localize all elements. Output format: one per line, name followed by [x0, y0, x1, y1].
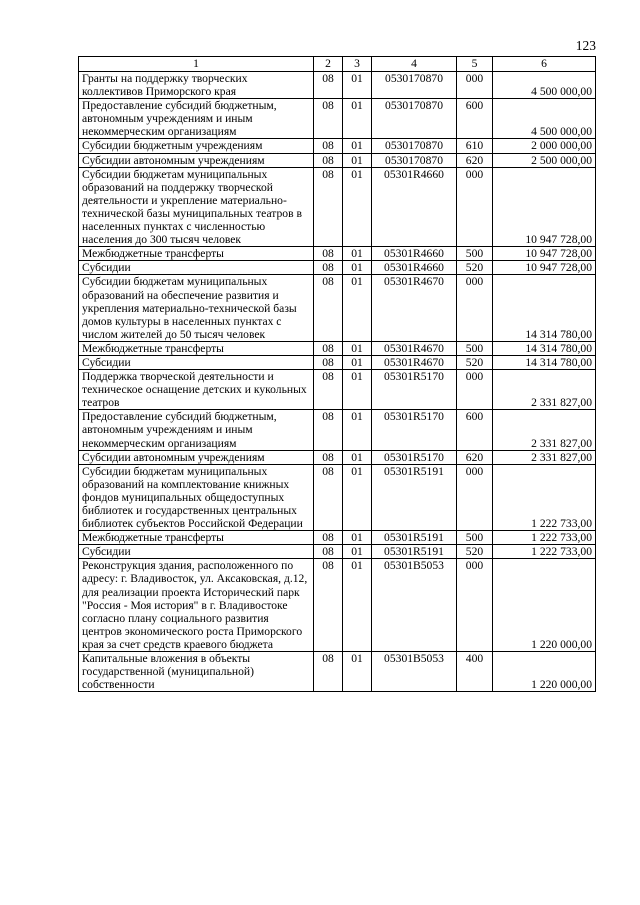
- row-expense-type-cell: 000: [457, 559, 493, 652]
- header-cell-expense-type: 5: [457, 57, 493, 72]
- row-name-cell: Предоставление субсидий бюджетным, автономным учреждениям и иным некоммерческим организациям: [79, 410, 314, 450]
- row-target-cell: 05301R5170: [372, 370, 457, 410]
- row-expense-type-cell: 500: [457, 531, 493, 545]
- table-row: [79, 167, 596, 247]
- table-row: [79, 153, 596, 167]
- row-section-cell: 08: [314, 139, 343, 153]
- row-section-cell: 08: [314, 370, 343, 410]
- row-target-cell: 05301R4660: [372, 247, 457, 261]
- row-amount-cell: [493, 139, 596, 153]
- row-expense-type-cell: 520: [457, 261, 493, 275]
- row-amount-value: 4 500 000,00: [531, 85, 592, 99]
- row-subsection-cell: 01: [343, 355, 372, 369]
- row-expense-type-cell: 000: [457, 167, 493, 247]
- row-subsection-cell: 01: [343, 247, 372, 261]
- row-section-cell: 08: [314, 410, 343, 450]
- row-section-cell: 08: [314, 247, 343, 261]
- row-amount-cell: [493, 370, 596, 410]
- row-amount-cell: [493, 72, 596, 99]
- row-amount-cell: [493, 153, 596, 167]
- row-expense-type-cell: 000: [457, 464, 493, 530]
- table-row: [79, 531, 596, 545]
- row-amount-value: 2 331 827,00: [531, 396, 592, 410]
- row-name-cell: Субсидии: [79, 355, 314, 369]
- row-target-cell: 05301R4670: [372, 275, 457, 341]
- row-target-cell: 0530170870: [372, 139, 457, 153]
- header-cell-subsection: 3: [343, 57, 372, 72]
- row-name-cell: Межбюджетные трансферты: [79, 341, 314, 355]
- row-section-cell: 08: [314, 464, 343, 530]
- row-name-cell: Межбюджетные трансферты: [79, 247, 314, 261]
- table-row: [79, 72, 596, 99]
- row-target-cell: 05301R5191: [372, 464, 457, 530]
- row-subsection-cell: 01: [343, 450, 372, 464]
- table-row: [79, 355, 596, 369]
- budget-table-body: [79, 57, 596, 692]
- row-section-cell: 08: [314, 545, 343, 559]
- table-header-row: [79, 57, 596, 72]
- row-subsection-cell: 01: [343, 99, 372, 139]
- row-target-cell: 0530170870: [372, 99, 457, 139]
- table-row: [79, 99, 596, 139]
- row-target-cell: 05301R4670: [372, 341, 457, 355]
- row-amount-cell: [493, 464, 596, 530]
- row-name-cell: Субсидии бюджетам муниципальных образований на поддержку творческой деятельности и укрепление материально-технической базы муниципальных театров в населенных пунктах с численностью населения до 300 тысяч человек: [79, 167, 314, 247]
- row-target-cell: 05301R4670: [372, 355, 457, 369]
- row-subsection-cell: 01: [343, 153, 372, 167]
- row-amount-cell: [493, 247, 596, 261]
- row-name-cell: Межбюджетные трансферты: [79, 531, 314, 545]
- row-section-cell: 08: [314, 341, 343, 355]
- row-expense-type-cell: 000: [457, 72, 493, 99]
- row-amount-value: 1 220 000,00: [531, 678, 592, 692]
- row-amount-value: 2 331 827,00: [531, 450, 592, 464]
- row-amount-cell: [493, 341, 596, 355]
- row-name-cell: Субсидии автономным учреждениям: [79, 450, 314, 464]
- row-subsection-cell: 01: [343, 652, 372, 692]
- table-row: [79, 341, 596, 355]
- table-row: [79, 450, 596, 464]
- row-target-cell: 05301R5191: [372, 531, 457, 545]
- header-cell-name: 1: [79, 57, 314, 72]
- row-amount-cell: [493, 167, 596, 247]
- row-expense-type-cell: 600: [457, 410, 493, 450]
- row-name-cell: Субсидии: [79, 545, 314, 559]
- row-subsection-cell: 01: [343, 531, 372, 545]
- row-section-cell: 08: [314, 450, 343, 464]
- table-row: [79, 545, 596, 559]
- row-amount-value: 2 331 827,00: [531, 436, 592, 450]
- row-subsection-cell: 01: [343, 410, 372, 450]
- row-expense-type-cell: 520: [457, 545, 493, 559]
- row-amount-cell: [493, 545, 596, 559]
- row-target-cell: 05301R5170: [372, 450, 457, 464]
- table-row: [79, 464, 596, 530]
- row-expense-type-cell: 000: [457, 370, 493, 410]
- table-row: [79, 247, 596, 261]
- row-target-cell: 05301R4660: [372, 261, 457, 275]
- row-target-cell: 05301В5053: [372, 559, 457, 652]
- row-subsection-cell: 01: [343, 545, 372, 559]
- row-expense-type-cell: 600: [457, 99, 493, 139]
- row-amount-cell: [493, 410, 596, 450]
- row-subsection-cell: 01: [343, 72, 372, 99]
- header-cell-amount: 6: [493, 57, 596, 72]
- row-amount-value: 1 222 733,00: [531, 531, 592, 545]
- row-section-cell: 08: [314, 99, 343, 139]
- row-amount-cell: [493, 99, 596, 139]
- row-expense-type-cell: 620: [457, 450, 493, 464]
- row-target-cell: 0530170870: [372, 72, 457, 99]
- row-subsection-cell: 01: [343, 370, 372, 410]
- row-section-cell: 08: [314, 167, 343, 247]
- row-name-cell: Субсидии бюджетам муниципальных образований на обеспечение развития и укрепления материально-технической базы домов культуры в населенных пунктах с числом жителей до 50 тысяч человек: [79, 275, 314, 341]
- row-expense-type-cell: 400: [457, 652, 493, 692]
- row-amount-cell: [493, 261, 596, 275]
- table-row: [79, 275, 596, 341]
- row-name-cell: Предоставление субсидий бюджетным, автономным учреждениям и иным некоммерческим организациям: [79, 99, 314, 139]
- budget-table: [78, 56, 596, 692]
- row-section-cell: 08: [314, 531, 343, 545]
- row-target-cell: 05301В5053: [372, 652, 457, 692]
- row-section-cell: 08: [314, 72, 343, 99]
- row-amount-value: 2 000 000,00: [531, 139, 592, 153]
- row-name-cell: Субсидии бюджетам муниципальных образований на комплектование книжных фондов муниципальных общедоступных библиотек и государственных центральных библиотек субъектов Российской Федерации: [79, 464, 314, 530]
- row-target-cell: 05301R4660: [372, 167, 457, 247]
- table-row: [79, 139, 596, 153]
- row-target-cell: 05301R5191: [372, 545, 457, 559]
- row-section-cell: 08: [314, 153, 343, 167]
- row-name-cell: Субсидии бюджетным учреждениям: [79, 139, 314, 153]
- row-expense-type-cell: 620: [457, 153, 493, 167]
- row-amount-cell: [493, 275, 596, 341]
- row-subsection-cell: 01: [343, 139, 372, 153]
- row-subsection-cell: 01: [343, 261, 372, 275]
- row-name-cell: Субсидии: [79, 261, 314, 275]
- table-row: [79, 261, 596, 275]
- row-target-cell: 0530170870: [372, 153, 457, 167]
- row-amount-value: 1 222 733,00: [531, 545, 592, 559]
- row-expense-type-cell: 520: [457, 355, 493, 369]
- row-amount-cell: [493, 652, 596, 692]
- row-subsection-cell: 01: [343, 559, 372, 652]
- row-subsection-cell: 01: [343, 464, 372, 530]
- row-amount-cell: [493, 450, 596, 464]
- row-expense-type-cell: 000: [457, 275, 493, 341]
- header-cell-section: 2: [314, 57, 343, 72]
- row-amount-value: 1 222 733,00: [531, 517, 592, 531]
- row-amount-value: 14 314 780,00: [525, 327, 592, 341]
- row-amount-cell: [493, 355, 596, 369]
- row-expense-type-cell: 610: [457, 139, 493, 153]
- table-row: [79, 370, 596, 410]
- row-section-cell: 08: [314, 559, 343, 652]
- row-subsection-cell: 01: [343, 167, 372, 247]
- row-name-cell: Капитальные вложения в объекты государственной (муниципальной) собственности: [79, 652, 314, 692]
- row-amount-value: 4 500 000,00: [531, 125, 592, 139]
- table-row: [79, 652, 596, 692]
- row-section-cell: 08: [314, 652, 343, 692]
- row-subsection-cell: 01: [343, 275, 372, 341]
- row-name-cell: Реконструкция здания, расположенного по адресу: г. Владивосток, ул. Аксаковская, д.12, для реализации проекта Исторический парк "Россия - Моя история" в г. Владивостоке согласно плану социального развития центров экономического роста Приморского края за счет средств краевого бюджета: [79, 559, 314, 652]
- row-name-cell: Субсидии автономным учреждениям: [79, 153, 314, 167]
- header-cell-target: 4: [372, 57, 457, 72]
- row-expense-type-cell: 500: [457, 341, 493, 355]
- row-expense-type-cell: 500: [457, 247, 493, 261]
- row-amount-value: 2 500 000,00: [531, 153, 592, 167]
- row-amount-value: 14 314 780,00: [525, 341, 592, 355]
- row-target-cell: 05301R5170: [372, 410, 457, 450]
- row-amount-value: 10 947 728,00: [525, 233, 592, 247]
- row-subsection-cell: 01: [343, 341, 372, 355]
- row-name-cell: Гранты на поддержку творческих коллективов Приморского края: [79, 72, 314, 99]
- row-amount-value: 1 220 000,00: [531, 637, 592, 651]
- row-amount-value: 10 947 728,00: [525, 247, 592, 261]
- row-amount-cell: [493, 531, 596, 545]
- table-row: [79, 559, 596, 652]
- table-row: [79, 410, 596, 450]
- row-section-cell: 08: [314, 355, 343, 369]
- row-amount-cell: [493, 559, 596, 652]
- page-number: 123: [575, 38, 596, 53]
- row-name-cell: Поддержка творческой деятельности и техническое оснащение детских и кукольных театров: [79, 370, 314, 410]
- row-amount-value: 14 314 780,00: [525, 355, 592, 369]
- row-section-cell: 08: [314, 275, 343, 341]
- row-section-cell: 08: [314, 261, 343, 275]
- row-amount-value: 10 947 728,00: [525, 261, 592, 275]
